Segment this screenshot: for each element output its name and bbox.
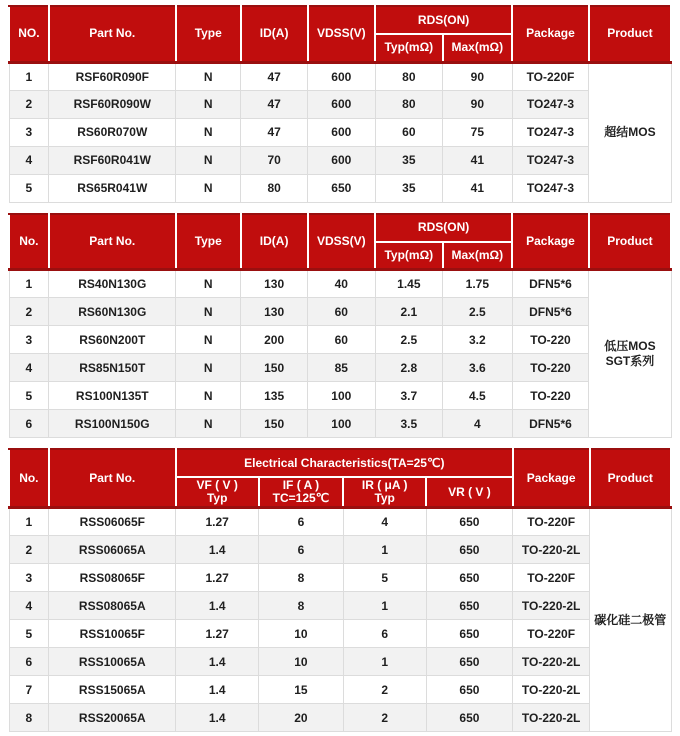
package-cell: DFN5*6 <box>512 410 589 438</box>
max-cell: 2.5 <box>443 298 513 326</box>
if-cell: 20 <box>259 704 344 732</box>
vr-cell: 650 <box>426 508 513 536</box>
vf-cell: 1.4 <box>176 704 259 732</box>
no-cell: 5 <box>9 620 49 648</box>
ir-cell: 2 <box>343 676 426 704</box>
col-header-part-no: Part No. <box>49 449 176 508</box>
vdss-cell: 60 <box>308 298 376 326</box>
package-cell: TO-220-2L <box>513 676 590 704</box>
vdss-cell: 600 <box>308 90 376 118</box>
type-cell: N <box>176 326 241 354</box>
type-cell: N <box>176 90 241 118</box>
type-cell: N <box>176 118 241 146</box>
vdss-cell: 60 <box>308 326 376 354</box>
col-header-rds-typ: Typ(mΩ) <box>375 34 443 62</box>
table-row <box>9 648 671 676</box>
col-header-if-cond: TC=125℃ <box>272 491 330 505</box>
table-header <box>9 214 671 270</box>
type-cell: N <box>176 174 241 202</box>
package-cell: DFN5*6 <box>512 298 589 326</box>
part-cell: RSF60R090W <box>49 90 176 118</box>
col-header-if <box>259 477 344 508</box>
table-row <box>9 564 671 592</box>
part-cell: RS85N150T <box>49 354 176 382</box>
id-cell: 47 <box>241 90 308 118</box>
col-header-no: NO. <box>9 6 49 62</box>
part-cell: RS40N130G <box>49 270 176 298</box>
col-header-vf <box>176 477 259 508</box>
table-row <box>9 90 671 118</box>
type-cell: N <box>176 270 241 298</box>
typ-cell: 35 <box>375 146 443 174</box>
table-row <box>9 298 671 326</box>
part-cell: RSS06065F <box>49 508 176 536</box>
product-label-line: 碳化硅二极管 <box>594 612 667 627</box>
typ-cell: 2.1 <box>375 298 443 326</box>
no-cell: 4 <box>9 354 49 382</box>
id-cell: 150 <box>241 354 308 382</box>
package-cell: DFN5*6 <box>512 270 589 298</box>
part-cell: RS60N130G <box>49 298 176 326</box>
vdss-cell: 600 <box>308 62 376 90</box>
vdss-cell: 650 <box>308 174 376 202</box>
max-cell: 90 <box>443 90 513 118</box>
no-cell: 6 <box>9 410 49 438</box>
vf-cell: 1.4 <box>176 536 259 564</box>
col-header-vf-cond: Typ <box>206 491 228 505</box>
part-cell: RSS08065F <box>49 564 176 592</box>
if-cell: 8 <box>259 564 344 592</box>
vf-cell: 1.4 <box>176 592 259 620</box>
vr-cell: 650 <box>426 536 513 564</box>
table-row <box>9 62 671 90</box>
no-cell: 1 <box>9 62 49 90</box>
product-label-line: 低压MOS <box>604 339 656 353</box>
ir-cell: 4 <box>343 508 426 536</box>
part-cell: RSF60R041W <box>49 146 176 174</box>
col-header-package: Package <box>512 214 589 270</box>
table-row <box>9 146 671 174</box>
part-cell: RSS08065A <box>49 592 176 620</box>
col-header-rds-max: Max(mΩ) <box>443 242 513 270</box>
vdss-cell: 600 <box>308 146 376 174</box>
col-header-rds-max: Max(mΩ) <box>443 34 513 62</box>
vdss-cell: 85 <box>308 354 376 382</box>
col-header-product: Product <box>589 214 671 270</box>
typ-cell: 35 <box>375 174 443 202</box>
part-cell: RSS06065A <box>49 536 176 564</box>
max-cell: 3.2 <box>443 326 513 354</box>
package-cell: TO-220-2L <box>513 592 590 620</box>
col-header-rds-typ: Typ(mΩ) <box>375 242 443 270</box>
table-row <box>9 270 671 298</box>
part-cell: RSS20065A <box>49 704 176 732</box>
type-cell: N <box>176 146 241 174</box>
part-cell: RS100N150G <box>49 410 176 438</box>
ir-cell: 2 <box>343 704 426 732</box>
table-header <box>9 6 671 62</box>
package-cell: TO-220-2L <box>513 704 590 732</box>
col-header-package: Package <box>512 6 589 62</box>
vr-cell: 650 <box>426 620 513 648</box>
col-header-vr: VR ( V ) <box>426 477 513 508</box>
id-cell: 70 <box>241 146 308 174</box>
id-cell: 135 <box>241 382 308 410</box>
col-header-product: Product <box>589 6 671 62</box>
product-label <box>589 270 671 438</box>
sic-diode-table <box>8 448 672 732</box>
vr-cell: 650 <box>426 648 513 676</box>
type-cell: N <box>176 410 241 438</box>
package-cell: TO247-3 <box>512 146 589 174</box>
col-header-id: ID(A) <box>241 214 308 270</box>
col-header-ir <box>343 477 426 508</box>
table-row <box>9 536 671 564</box>
typ-cell: 1.45 <box>375 270 443 298</box>
package-cell: TO247-3 <box>512 90 589 118</box>
table-row <box>9 676 671 704</box>
type-cell: N <box>176 298 241 326</box>
typ-cell: 80 <box>375 62 443 90</box>
no-cell: 6 <box>9 648 49 676</box>
max-cell: 4.5 <box>443 382 513 410</box>
id-cell: 130 <box>241 298 308 326</box>
col-header-if-unit: IF ( A ) <box>282 478 320 492</box>
col-header-package: Package <box>513 449 590 508</box>
table-row <box>9 382 671 410</box>
typ-cell: 3.5 <box>375 410 443 438</box>
no-cell: 3 <box>9 326 49 354</box>
package-cell: TO247-3 <box>512 174 589 202</box>
col-header-no: No. <box>9 214 49 270</box>
id-cell: 150 <box>241 410 308 438</box>
part-cell: RSS10065A <box>49 648 176 676</box>
package-cell: TO247-3 <box>512 118 589 146</box>
if-cell: 6 <box>259 508 344 536</box>
vr-cell: 650 <box>426 704 513 732</box>
if-cell: 8 <box>259 592 344 620</box>
table-row <box>9 592 671 620</box>
typ-cell: 3.7 <box>375 382 443 410</box>
no-cell: 5 <box>9 174 49 202</box>
part-cell: RSS10065F <box>49 620 176 648</box>
no-cell: 2 <box>9 536 49 564</box>
vr-cell: 650 <box>426 564 513 592</box>
id-cell: 130 <box>241 270 308 298</box>
vdss-cell: 100 <box>308 410 376 438</box>
table-body <box>9 270 671 438</box>
col-header-rds-on: RDS(ON) <box>375 214 512 242</box>
package-cell: TO-220F <box>513 620 590 648</box>
ir-cell: 1 <box>343 648 426 676</box>
col-header-id: ID(A) <box>241 6 308 62</box>
package-cell: TO-220F <box>513 508 590 536</box>
no-cell: 8 <box>9 704 49 732</box>
no-cell: 3 <box>9 564 49 592</box>
product-label <box>590 508 671 732</box>
part-cell: RS100N135T <box>49 382 176 410</box>
max-cell: 3.6 <box>443 354 513 382</box>
super-junction-mos-table <box>8 5 672 203</box>
col-header-type: Type <box>176 214 241 270</box>
package-cell: TO-220-2L <box>513 536 590 564</box>
product-label-line: 超结MOS <box>604 125 656 139</box>
table-row <box>9 620 671 648</box>
product-label <box>589 62 671 202</box>
table-row <box>9 508 671 536</box>
vf-cell: 1.4 <box>176 676 259 704</box>
type-cell: N <box>176 382 241 410</box>
package-cell: TO-220 <box>512 354 589 382</box>
col-header-product: Product <box>590 449 671 508</box>
table-body <box>9 508 671 732</box>
table-header <box>9 449 671 508</box>
no-cell: 5 <box>9 382 49 410</box>
col-header-type: Type <box>176 6 241 62</box>
col-header-vdss: VDSS(V) <box>308 214 376 270</box>
id-cell: 80 <box>241 174 308 202</box>
vf-cell: 1.27 <box>176 620 259 648</box>
no-cell: 4 <box>9 146 49 174</box>
part-cell: RS60N200T <box>49 326 176 354</box>
no-cell: 1 <box>9 270 49 298</box>
part-cell: RSS15065A <box>49 676 176 704</box>
package-cell: TO-220 <box>512 326 589 354</box>
col-header-ir-unit: IR ( μA ) <box>361 478 408 492</box>
if-cell: 15 <box>259 676 344 704</box>
id-cell: 200 <box>241 326 308 354</box>
table-row <box>9 704 671 732</box>
col-header-electrical-characteristics: Electrical Characteristics(TA=25℃) <box>176 449 513 477</box>
typ-cell: 2.8 <box>375 354 443 382</box>
no-cell: 2 <box>9 90 49 118</box>
col-header-part-no: Part No. <box>49 6 176 62</box>
vf-cell: 1.4 <box>176 648 259 676</box>
product-label-line: SGT系列 <box>605 354 655 368</box>
id-cell: 47 <box>241 62 308 90</box>
package-cell: TO-220-2L <box>513 648 590 676</box>
no-cell: 2 <box>9 298 49 326</box>
max-cell: 90 <box>443 62 513 90</box>
ir-cell: 5 <box>343 564 426 592</box>
package-cell: TO-220 <box>512 382 589 410</box>
no-cell: 3 <box>9 118 49 146</box>
max-cell: 4 <box>443 410 513 438</box>
if-cell: 10 <box>259 620 344 648</box>
table-row <box>9 118 671 146</box>
ir-cell: 1 <box>343 592 426 620</box>
max-cell: 41 <box>443 146 513 174</box>
col-header-vdss: VDSS(V) <box>308 6 376 62</box>
typ-cell: 2.5 <box>375 326 443 354</box>
vdss-cell: 600 <box>308 118 376 146</box>
col-header-vf-unit: VF ( V ) <box>196 478 238 492</box>
low-voltage-mos-sgt-table <box>8 213 672 439</box>
col-header-rds-on: RDS(ON) <box>375 6 512 34</box>
max-cell: 75 <box>443 118 513 146</box>
type-cell: N <box>176 354 241 382</box>
package-cell: TO-220F <box>512 62 589 90</box>
part-cell: RS60R070W <box>49 118 176 146</box>
vr-cell: 650 <box>426 676 513 704</box>
table-row <box>9 354 671 382</box>
table-body <box>9 62 671 202</box>
if-cell: 6 <box>259 536 344 564</box>
no-cell: 1 <box>9 508 49 536</box>
col-header-ir-cond: Typ <box>374 491 395 505</box>
max-cell: 1.75 <box>443 270 513 298</box>
vf-cell: 1.27 <box>176 564 259 592</box>
package-cell: TO-220F <box>513 564 590 592</box>
vdss-cell: 100 <box>308 382 376 410</box>
max-cell: 41 <box>443 174 513 202</box>
table-row <box>9 174 671 202</box>
typ-cell: 80 <box>375 90 443 118</box>
table-row <box>9 326 671 354</box>
typ-cell: 60 <box>375 118 443 146</box>
type-cell: N <box>176 62 241 90</box>
vf-cell: 1.27 <box>176 508 259 536</box>
if-cell: 10 <box>259 648 344 676</box>
vdss-cell: 40 <box>308 270 376 298</box>
table-row <box>9 410 671 438</box>
vr-cell: 650 <box>426 592 513 620</box>
no-cell: 7 <box>9 676 49 704</box>
part-cell: RSF60R090F <box>49 62 176 90</box>
col-header-part-no: Part No. <box>49 214 176 270</box>
no-cell: 4 <box>9 592 49 620</box>
col-header-no: No. <box>9 449 49 508</box>
part-cell: RS65R041W <box>49 174 176 202</box>
id-cell: 47 <box>241 118 308 146</box>
ir-cell: 6 <box>343 620 426 648</box>
ir-cell: 1 <box>343 536 426 564</box>
